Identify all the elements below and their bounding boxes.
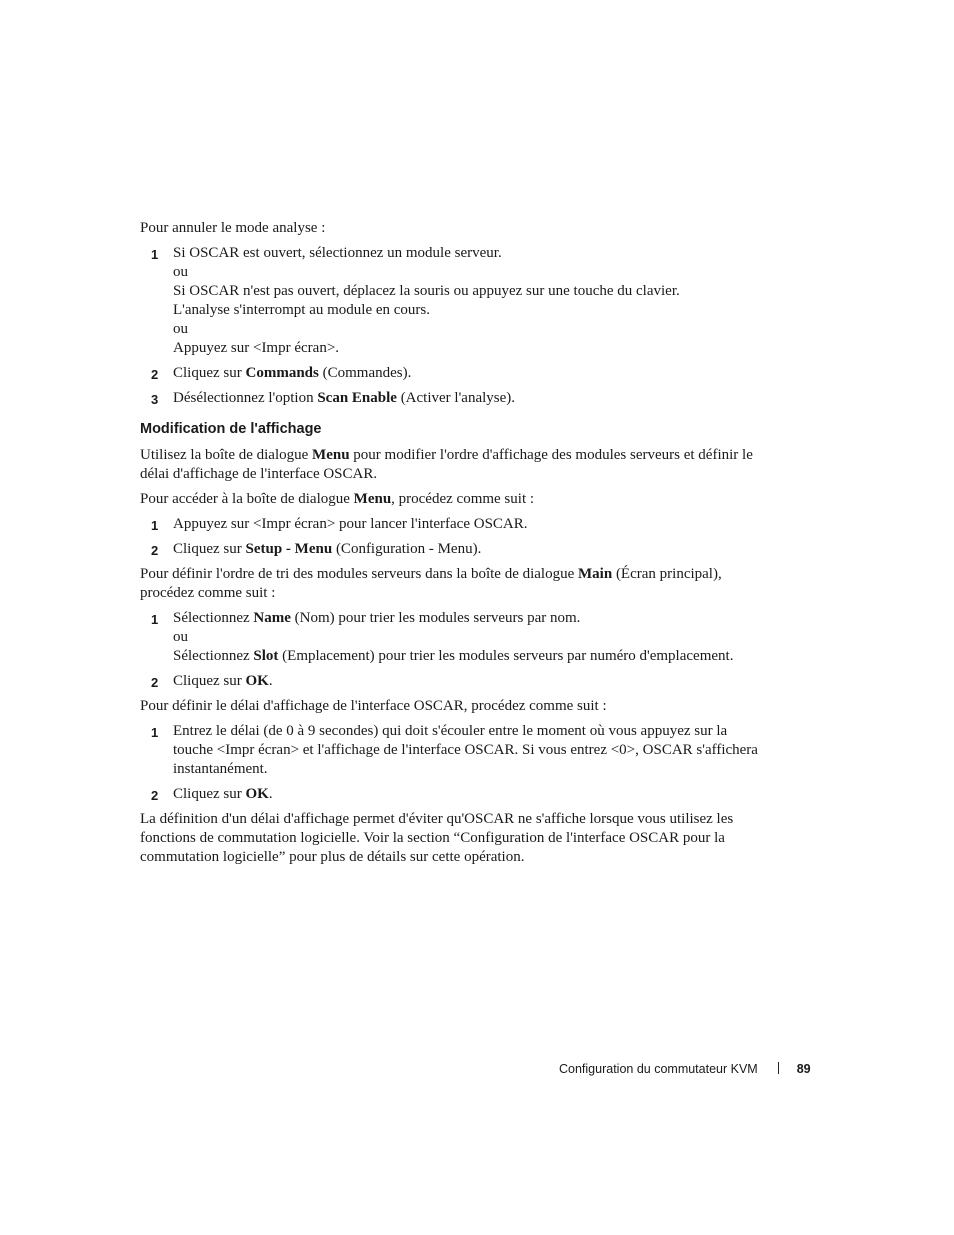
ui-term: Scan Enable [317,390,397,406]
step-text: . [268,786,273,802]
step-text: Si OSCAR est ouvert, sélectionnez un module serveur. [173,245,502,261]
paragraph [140,446,760,484]
step-text: Cliquez sur [173,786,246,802]
list-item [140,515,760,534]
list-item [140,364,760,383]
footer-section-title: Configuration du commutateur KVM [559,1062,758,1076]
ui-term: Name [253,610,291,626]
step-text: (Configuration - Menu). [332,541,482,557]
step-text: (Activer l'analyse). [396,390,516,406]
ui-term: OK [245,786,269,802]
step-number: 1 [151,725,159,740]
step-text: Entrez le délai (de 0 à 9 secondes) qui doit s'écouler entre le moment où vous appuyez sur la touche <Impr écran> et l'affichage de l'interface OSCAR. Si vous entrez <0>, OSCAR s'affichera instantanément. [173,723,758,777]
list-item [140,609,760,666]
list-item [140,244,760,358]
page-number: 89 [796,1062,811,1076]
step-number: 2 [151,675,159,690]
section-heading: Modification de l'affichage [140,421,322,437]
ui-term: Slot [253,648,279,664]
paragraph: La définition d'un délai d'affichage permet d'éviter qu'OSCAR ne s'affiche lorsque vous utilisez les fonctions de commutation logicielle. Voir la section “Configuration de l'interface OSCAR pour la commutation logicielle” pour plus de détails sur cette opération. [140,811,734,865]
ui-term: OK [245,673,269,689]
step-number: 2 [151,543,159,558]
step-number: 3 [151,392,159,407]
list-item [140,540,760,559]
list-item [140,722,760,779]
paragraph [140,565,760,603]
page-content [140,219,760,873]
step-text: (Nom) pour trier les modules serveurs par nom. [290,610,581,626]
step-text: . [268,673,273,689]
list-item [140,389,760,408]
step-text: Cliquez sur [173,673,246,689]
paragraph-text: (Écran principal), procédez comme suit : [140,566,722,601]
paragraph-text: Pour accéder à la boîte de dialogue [140,491,354,507]
ui-term: Menu [353,491,392,507]
step-text: Si OSCAR n'est pas ouvert, déplacez la souris ou appuyez sur une touche du clavier. [173,283,680,299]
step-text: Désélectionnez l'option [173,390,318,406]
footer-divider [778,1062,779,1074]
step-text: Appuyez sur <Impr écran> pour lancer l'interface OSCAR. [173,516,528,532]
step-number: 2 [151,788,159,803]
paragraph: Pour définir le délai d'affichage de l'interface OSCAR, procédez comme suit : [140,698,607,714]
step-text: Appuyez sur <Impr écran>. [173,340,340,356]
paragraph-text: pour modifier l'ordre d'affichage des modules serveurs et définir le délai d'affichage de l'interface OSCAR. [140,447,753,482]
step-text: Sélectionnez [173,610,254,626]
step-number: 1 [151,247,159,262]
paragraph-text: , procédez comme suit : [391,491,535,507]
step-number: 1 [151,518,159,533]
ui-term: Setup - Menu [245,541,333,557]
ui-term: Menu [312,447,350,463]
step-text: ou [173,264,188,280]
step-text: (Commandes). [318,365,412,381]
ui-term: Commands [245,365,319,381]
paragraph [140,490,760,509]
step-number: 1 [151,612,159,627]
list-item [140,785,760,804]
page-footer [559,1062,811,1076]
step-text: ou [173,321,188,337]
intro-text: Pour annuler le mode analyse : [140,220,326,236]
ui-term: Main [578,566,613,582]
step-text: Cliquez sur [173,365,246,381]
step-text: (Emplacement) pour trier les modules serveurs par numéro d'emplacement. [278,648,734,664]
step-number: 2 [151,367,159,382]
paragraph-text: Pour définir l'ordre de tri des modules serveurs dans la boîte de dialogue [140,566,579,582]
paragraph-text: Utilisez la boîte de dialogue [140,447,313,463]
step-text: ou [173,629,188,645]
list-item [140,672,760,691]
step-text: Sélectionnez [173,648,254,664]
step-text: Cliquez sur [173,541,246,557]
step-text: L'analyse s'interrompt au module en cours. [173,302,430,318]
